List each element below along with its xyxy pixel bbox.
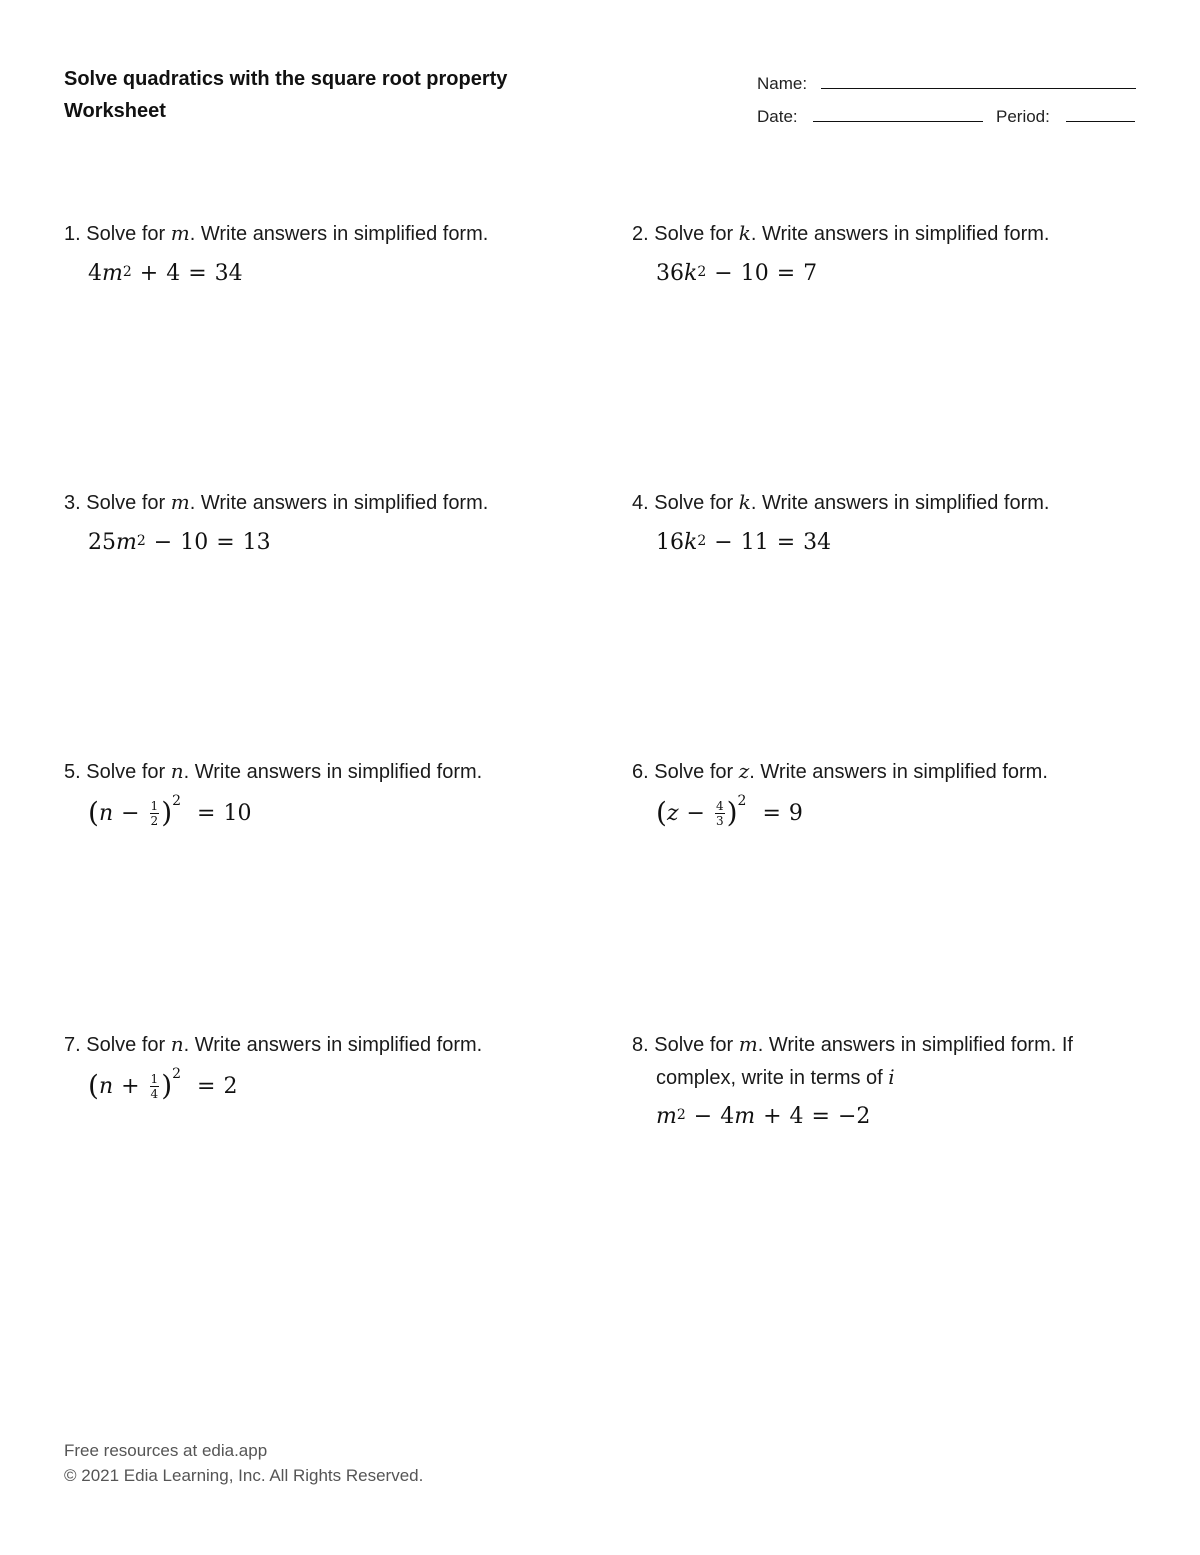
period-label: Period:: [996, 107, 1050, 126]
variable: z: [738, 759, 750, 783]
prompt-text: complex, write in terms of: [656, 1067, 883, 1089]
prompt-text: Solve for: [86, 223, 166, 245]
equation: ( n − $\frac{1}{2}$ ) $^2$ = 10: [88, 793, 252, 829]
prompt-text: . Write answers in simplified form.: [189, 492, 489, 514]
prompt-text: Solve for: [86, 761, 166, 783]
footer-resources: Free resources at edia.app: [64, 1441, 268, 1460]
prompt-text: Solve for: [86, 492, 166, 514]
prompt-text: . Write answers in simplified form.: [189, 223, 489, 245]
equation: m $^2$ − 4 m + 4 = −2: [656, 1104, 871, 1129]
prompt-text: . Write answers in simplified form.: [749, 761, 1048, 783]
prompt-text: . Write answers in simplified form.: [750, 223, 1050, 245]
problem-number: 6.: [632, 761, 649, 783]
name-label: Name:: [757, 74, 808, 93]
problem-number: 4.: [632, 492, 649, 514]
problem-2: [632, 217, 1152, 286]
variable: m: [170, 490, 190, 514]
problem-number: 2.: [632, 223, 649, 245]
problem-6: [632, 755, 1152, 829]
prompt-text: Solve for: [654, 223, 734, 245]
problem-prompt: [64, 217, 584, 250]
problem-prompt: [632, 486, 1152, 519]
variable: n: [170, 1032, 184, 1056]
prompt-text: . Write answers in simplified form. If: [757, 1034, 1073, 1056]
problem-prompt: [64, 486, 584, 519]
problem-prompt-line2: [632, 1061, 1172, 1094]
equation: 16 k $^2$ − 11 = 34: [656, 530, 832, 555]
variable: n: [170, 759, 184, 783]
name-field[interactable]: [821, 88, 1136, 89]
date-field[interactable]: [813, 121, 983, 122]
problem-4: [632, 486, 1152, 555]
variable: k: [738, 490, 751, 514]
problem-5: [64, 755, 584, 829]
variable: m: [738, 1032, 758, 1056]
problem-prompt: [64, 1028, 584, 1061]
problem-number: 5.: [64, 761, 81, 783]
problem-prompt: [632, 755, 1152, 788]
prompt-text: Solve for: [654, 761, 734, 783]
worksheet-subtitle: Worksheet: [64, 100, 166, 122]
problem-prompt: [64, 755, 584, 788]
prompt-text: . Write answers in simplified form.: [750, 492, 1050, 514]
equation: 4 m $^2$ + 4 = 34: [88, 261, 243, 286]
equation: 36 k $^2$ − 10 = 7: [656, 261, 818, 286]
footer-copyright: © 2021 Edia Learning, Inc. All Rights Reserved.: [64, 1466, 424, 1485]
prompt-text: Solve for: [86, 1034, 166, 1056]
problem-1: [64, 217, 584, 286]
problem-number: 7.: [64, 1034, 81, 1056]
problem-prompt: [632, 1028, 1172, 1061]
prompt-text: Solve for: [654, 492, 734, 514]
variable: k: [738, 221, 751, 245]
variable: m: [170, 221, 190, 245]
equation: ( z − $\frac{4}{3}$ ) $^2$ = 9: [656, 793, 803, 829]
problem-8: [632, 1028, 1172, 1129]
equation: 25 m $^2$ − 10 = 13: [88, 530, 271, 555]
date-label: Date:: [757, 107, 798, 126]
prompt-text: Solve for: [654, 1034, 734, 1056]
problem-7: [64, 1028, 584, 1102]
period-field[interactable]: [1066, 121, 1135, 122]
problem-number: 8.: [632, 1034, 649, 1056]
equation: ( n + $\frac{1}{4}$ ) $^2$ = 2: [88, 1066, 238, 1102]
prompt-text: . Write answers in simplified form.: [183, 1034, 483, 1056]
problem-number: 3.: [64, 492, 81, 514]
problem-prompt: [632, 217, 1152, 250]
variable: i: [888, 1065, 895, 1089]
problem-3: [64, 486, 584, 555]
problem-number: 1.: [64, 223, 81, 245]
prompt-text: . Write answers in simplified form.: [183, 761, 483, 783]
worksheet-title: Solve quadratics with the square root property: [64, 68, 508, 90]
